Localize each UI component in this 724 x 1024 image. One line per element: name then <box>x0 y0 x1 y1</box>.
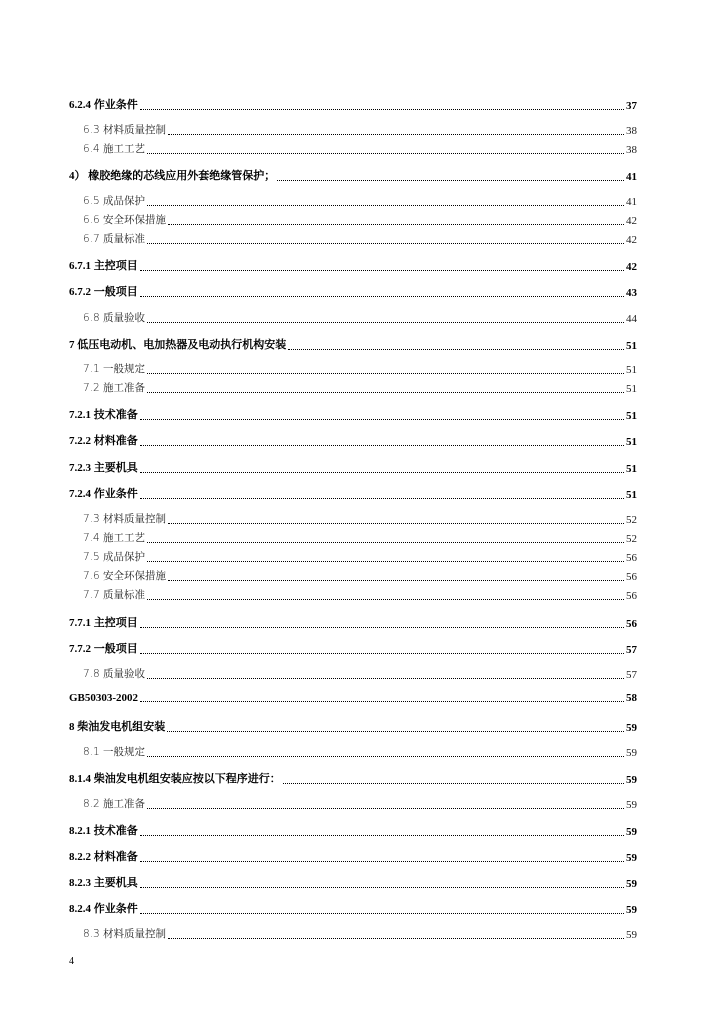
toc-entry[interactable] <box>83 587 637 602</box>
toc-entry-page: 57 <box>626 669 637 681</box>
toc-entry-label: 7.7.1 主控项目 <box>69 617 138 629</box>
toc-entry-label: 7.3 材料质量控制 <box>83 513 167 525</box>
toc-entry-page: 42 <box>626 215 637 227</box>
toc-entry-page: 51 <box>626 463 637 475</box>
toc-entry-label: 7.7.2 一般项目 <box>69 643 138 655</box>
toc-entry[interactable] <box>83 530 637 545</box>
toc-leader <box>288 338 624 350</box>
toc-entry-label: 6.7.2 一般项目 <box>69 286 138 298</box>
toc-entry-label: 7.8 质量验收 <box>83 668 146 680</box>
toc-leader <box>168 512 624 524</box>
toc-leader <box>140 850 624 862</box>
toc-leader <box>167 720 624 732</box>
toc-leader <box>168 123 624 135</box>
toc-entry-page: 56 <box>626 590 637 602</box>
toc-entry-page: 59 <box>626 878 637 890</box>
toc-entry-label: 7.4 施工工艺 <box>83 532 146 544</box>
toc-leader <box>168 927 624 939</box>
toc-entry[interactable] <box>69 874 637 890</box>
toc-entry-page: 52 <box>626 514 637 526</box>
toc-entry[interactable] <box>69 167 637 183</box>
toc-entry[interactable] <box>69 640 637 656</box>
toc-entry-label: 6.6 安全环保措施 <box>83 214 167 226</box>
toc-entry-label: 6.7 质量标准 <box>83 233 146 245</box>
toc-entry[interactable] <box>69 459 637 475</box>
toc-leader <box>147 311 624 323</box>
toc-leader <box>140 487 624 499</box>
toc-leader <box>147 745 624 757</box>
toc-leader <box>140 98 624 110</box>
toc-entry[interactable] <box>83 744 637 759</box>
toc-entry-page: 56 <box>626 552 637 564</box>
toc-entry-page: 41 <box>626 196 637 208</box>
toc-entry-page: 51 <box>626 436 637 448</box>
toc-leader <box>140 876 624 888</box>
toc-entry-label: 7.2 施工准备 <box>83 382 146 394</box>
toc-entry-label: 7.2.3 主要机具 <box>69 462 138 474</box>
toc-entry[interactable] <box>83 549 637 564</box>
toc-entry[interactable] <box>83 568 637 583</box>
toc-leader <box>140 616 624 628</box>
toc-entry-page: 44 <box>626 313 637 325</box>
toc-entry-label: 8.2.2 材料准备 <box>69 851 138 863</box>
toc-entry-page: 59 <box>626 904 637 916</box>
toc-leader <box>140 434 624 446</box>
toc-leader <box>140 690 624 702</box>
toc-entry[interactable] <box>69 848 637 864</box>
toc-entry-label: GB50303-2002 <box>69 692 139 704</box>
toc-leader <box>277 169 624 181</box>
toc-entry-label: 6.4 施工工艺 <box>83 143 146 155</box>
toc-entry-page: 56 <box>626 571 637 583</box>
toc-entry-label: 6.3 材料质量控制 <box>83 124 167 136</box>
toc-entry-label: 8.3 材料质量控制 <box>83 928 167 940</box>
toc-entry[interactable] <box>69 283 637 299</box>
toc-entry[interactable] <box>83 122 637 137</box>
toc-leader <box>147 381 624 393</box>
toc-entry[interactable] <box>69 485 637 501</box>
toc-leader <box>168 213 624 225</box>
toc-entry-page: 59 <box>626 799 637 811</box>
toc-leader <box>283 772 624 784</box>
toc-entry-label: 4） 橡胶绝缘的芯线应用外套绝缘管保护； <box>69 170 276 182</box>
toc-entry[interactable] <box>83 231 637 246</box>
toc-entry-label: 8 柴油发电机组安装 <box>69 721 166 733</box>
toc-leader <box>147 142 624 154</box>
toc-leader <box>147 531 624 543</box>
toc-entry[interactable] <box>69 718 637 734</box>
toc-leader <box>140 408 624 420</box>
toc-entry-page: 38 <box>626 125 637 137</box>
toc-entry-page: 59 <box>626 722 637 734</box>
toc-entry-page: 51 <box>626 383 637 395</box>
toc-entry-label: 8.2.3 主要机具 <box>69 877 138 889</box>
toc-entry-label: 7.1 一般规定 <box>83 363 146 375</box>
toc-entry[interactable] <box>69 692 637 704</box>
toc-entry-label: 8.2.1 技术准备 <box>69 825 138 837</box>
toc-entry-label: 7.6 安全环保措施 <box>83 570 167 582</box>
toc-entry[interactable] <box>69 614 637 630</box>
toc-entry-label: 8.2 施工准备 <box>83 798 146 810</box>
toc-entry[interactable] <box>83 212 637 227</box>
toc-entry-page: 58 <box>626 692 637 704</box>
toc-entry[interactable] <box>69 96 637 112</box>
toc-entry-page: 37 <box>626 100 637 112</box>
toc-leader <box>147 667 624 679</box>
toc-entry[interactable] <box>69 336 637 352</box>
toc-leader <box>147 194 624 206</box>
toc-entry-label: 6.5 成品保护 <box>83 195 146 207</box>
toc-entry-page: 56 <box>626 618 637 630</box>
toc-entry[interactable] <box>83 141 637 156</box>
toc-entry-label: 7.5 成品保护 <box>83 551 146 563</box>
toc-leader <box>147 797 624 809</box>
toc-entry[interactable] <box>83 511 637 526</box>
toc-entry-label: 7.2.4 作业条件 <box>69 488 138 500</box>
toc-entry[interactable] <box>69 257 637 273</box>
toc-entry-label: 7.7 质量标准 <box>83 589 146 601</box>
toc-leader <box>140 285 624 297</box>
toc-leader <box>168 569 624 581</box>
toc-entry[interactable] <box>83 796 637 811</box>
toc-entry-page: 57 <box>626 644 637 656</box>
toc-entry[interactable] <box>69 432 637 448</box>
toc-entry[interactable] <box>83 361 637 376</box>
toc-entry-page: 59 <box>626 826 637 838</box>
toc-entry-page: 43 <box>626 287 637 299</box>
toc-leader <box>140 642 624 654</box>
toc-entry-page: 42 <box>626 261 637 273</box>
toc-entry-page: 52 <box>626 533 637 545</box>
toc-entry[interactable] <box>69 822 637 838</box>
toc-leader <box>140 902 624 914</box>
toc-entry-page: 42 <box>626 234 637 246</box>
toc-entry-label: 7.2.2 材料准备 <box>69 435 138 447</box>
toc-leader <box>147 588 624 600</box>
toc-entry[interactable] <box>83 666 637 681</box>
toc-leader <box>147 362 624 374</box>
toc-entry-page: 38 <box>626 144 637 156</box>
toc-entry[interactable] <box>83 380 637 395</box>
toc-leader <box>147 550 624 562</box>
toc-entry-label: 6.8 质量验收 <box>83 312 146 324</box>
toc-entry-page: 59 <box>626 774 637 786</box>
toc-entry-page: 59 <box>626 747 637 759</box>
page-number: 4 <box>69 956 74 967</box>
toc-entry-label: 7 低压电动机、电加热器及电动执行机构安装 <box>69 339 287 351</box>
toc-entry[interactable] <box>69 770 637 786</box>
toc-entry-page: 41 <box>626 171 637 183</box>
toc-entry-label: 8.2.4 作业条件 <box>69 903 138 915</box>
toc-entry[interactable] <box>69 406 637 422</box>
toc-entry-label: 8.1 一般规定 <box>83 746 146 758</box>
toc-entry-label: 6.7.1 主控项目 <box>69 260 138 272</box>
toc-entry-page: 59 <box>626 852 637 864</box>
toc-entry-page: 51 <box>626 364 637 376</box>
toc-entry-page: 51 <box>626 489 637 501</box>
toc-entry-label: 8.1.4 柴油发电机组安装应按以下程序进行： <box>69 773 281 785</box>
toc-entry-label: 7.2.1 技术准备 <box>69 409 138 421</box>
toc-leader <box>140 259 624 271</box>
toc-leader <box>140 824 624 836</box>
toc-entry-label: 6.2.4 作业条件 <box>69 99 138 111</box>
toc-entry-page: 59 <box>626 929 637 941</box>
toc-entry[interactable] <box>83 193 637 208</box>
toc-entry[interactable] <box>69 900 637 916</box>
toc-entry-page: 51 <box>626 410 637 422</box>
toc-entry-page: 51 <box>626 340 637 352</box>
toc-leader <box>140 461 624 473</box>
toc-leader <box>147 232 624 244</box>
toc-entry[interactable] <box>83 926 637 941</box>
toc-entry[interactable] <box>83 310 637 325</box>
